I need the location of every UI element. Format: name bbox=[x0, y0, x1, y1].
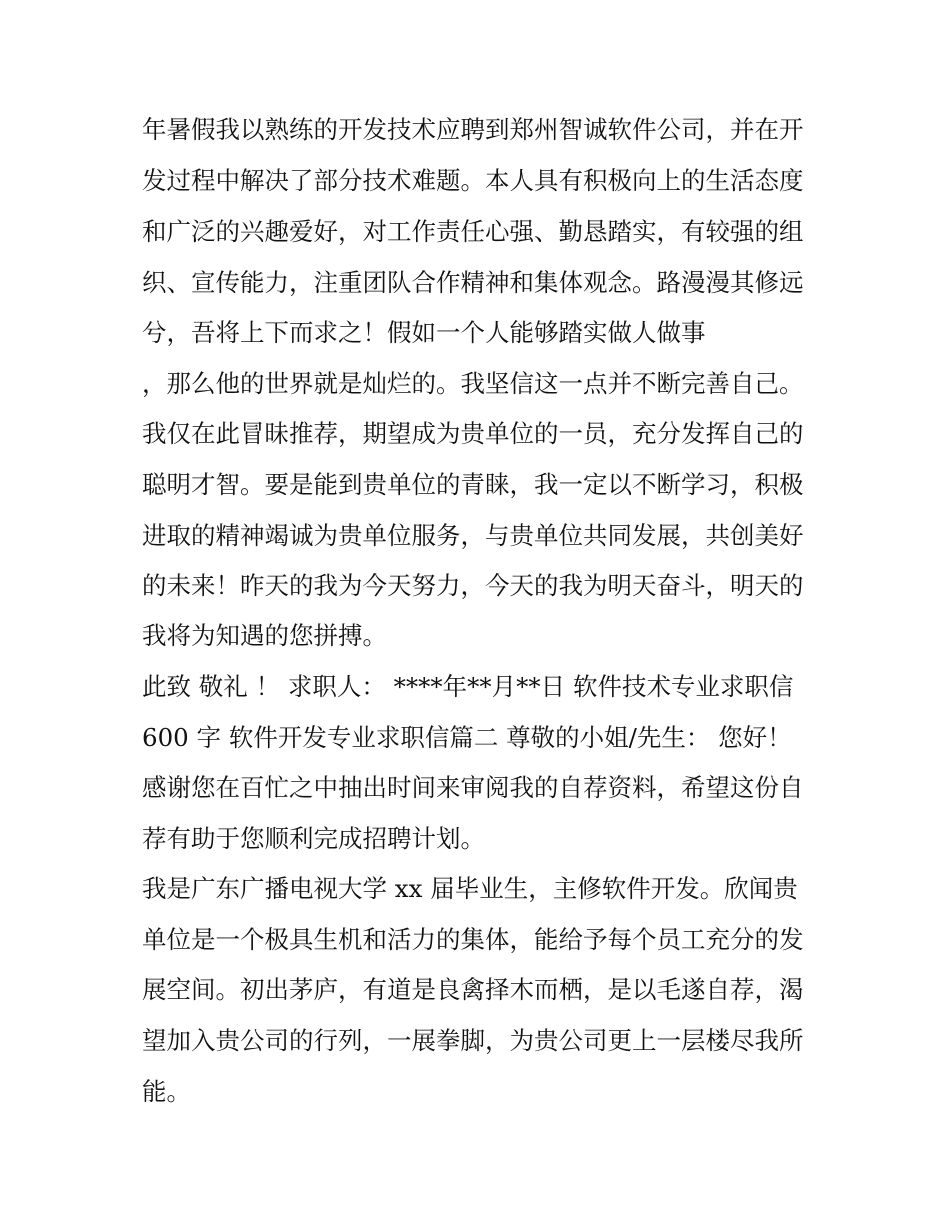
text-line: 和广泛的兴趣爱好，对工作责任心强、勤恳踏实，有较强的组 bbox=[142, 217, 804, 246]
text-line: 此致 敬礼 ！ 求职人： ****年**月**日 软件技术专业求职信 bbox=[142, 672, 794, 701]
text-line: 兮，吾将上下而求之！假如一个人能够踏实做人做事 bbox=[142, 318, 706, 347]
text-line: 年暑假我以熟练的开发技术应聘到郑州智诚软件公司，并在开 bbox=[142, 115, 804, 144]
text-line: 织、宣传能力，注重团队合作精神和集体观念。路漫漫其修远 bbox=[142, 268, 804, 297]
text-line: ，那么他的世界就是灿烂的。我坚信这一点并不断完善自己。 bbox=[142, 369, 804, 398]
text-line: 的未来！昨天的我为今天努力，今天的我为明天奋斗，明天的 bbox=[142, 571, 804, 600]
text-line: 600 字 软件开发专业求职信篇二 尊敬的小姐/先生： 您好！ bbox=[142, 723, 792, 752]
text-line: 进取的精神竭诚为贵单位服务，与贵单位共同发展，共创美好 bbox=[142, 521, 804, 550]
text-line: 荐有助于您顺利完成招聘计划。 bbox=[142, 824, 485, 853]
text-line: 望加入贵公司的行列，一展拳脚，为贵公司更上一层楼尽我所 bbox=[142, 1026, 804, 1055]
text-line: 单位是一个极具生机和活力的集体，能给予每个员工充分的发 bbox=[142, 925, 804, 954]
text-line: 感谢您在百忙之中抽出时间来审阅我的自荐资料，希望这份自 bbox=[142, 773, 804, 802]
text-line: 我是广东广播电视大学 xx 届毕业生，主修软件开发。欣闻贵 bbox=[142, 874, 798, 903]
text-line: 我仅在此冒昧推荐，期望成为贵单位的一员，充分发挥自己的 bbox=[142, 419, 804, 448]
text-line: 展空间。初出茅庐，有道是良禽择木而栖，是以毛遂自荐，渴 bbox=[142, 975, 804, 1004]
text-line: 我将为知遇的您拼搏。 bbox=[142, 621, 387, 650]
text-line: 能。 bbox=[142, 1077, 191, 1106]
text-line: 发过程中解决了部分技术难题。本人具有积极向上的生活态度 bbox=[142, 166, 804, 195]
text-line: 聪明才智。要是能到贵单位的青睐，我一定以不断学习，积极 bbox=[142, 470, 804, 499]
